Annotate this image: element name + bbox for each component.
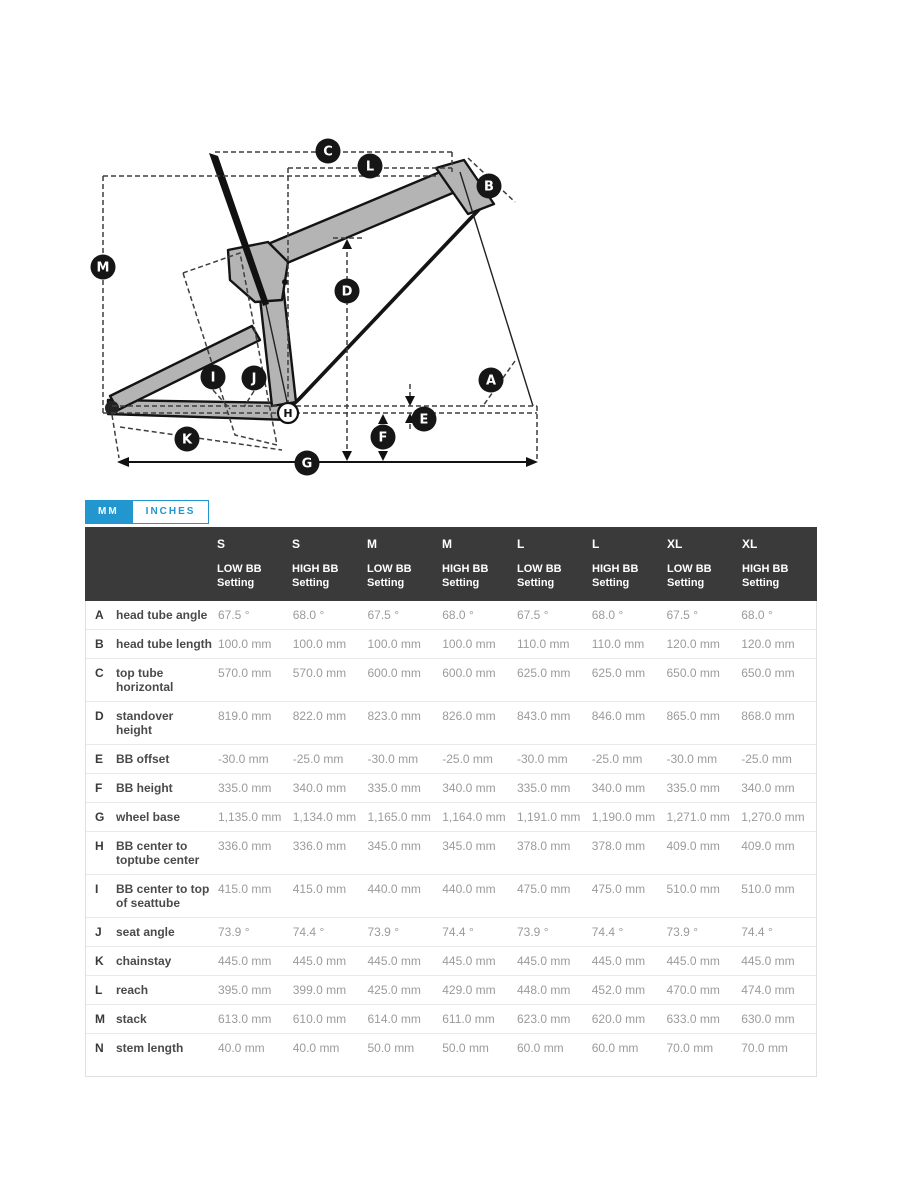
row-value-4: 445.0 mm bbox=[517, 954, 571, 968]
row-letter: B bbox=[95, 637, 104, 651]
row-value-0: 570.0 mm bbox=[218, 666, 272, 680]
row-value-7: 340.0 mm bbox=[741, 781, 795, 795]
marker-j-letter: J bbox=[251, 371, 257, 387]
row-value-5: 110.0 mm bbox=[591, 637, 645, 651]
column-size-label: L bbox=[592, 537, 600, 551]
row-value-7: 510.0 mm bbox=[741, 882, 795, 896]
row-value-2: 100.0 mm bbox=[367, 637, 421, 651]
row-value-6: 650.0 mm bbox=[666, 666, 720, 680]
column-header-1 bbox=[292, 537, 367, 590]
row-value-0: 100.0 mm bbox=[218, 637, 272, 651]
setting-line-2: Setting bbox=[592, 577, 630, 589]
row-value-4: 448.0 mm bbox=[517, 983, 571, 997]
row-value-5: 340.0 mm bbox=[591, 781, 646, 795]
row-value-2: 614.0 mm bbox=[367, 1012, 421, 1026]
row-value-0: 613.0 mm bbox=[218, 1012, 272, 1026]
bike-frame bbox=[105, 153, 533, 420]
row-value-3: 100.0 mm bbox=[442, 637, 496, 651]
column-setting-label bbox=[517, 562, 592, 590]
setting-line-2: Setting bbox=[517, 577, 555, 589]
row-value-3: 74.4 ° bbox=[442, 925, 474, 939]
pivot-dot bbox=[282, 279, 288, 285]
row-value-2: 345.0 mm bbox=[367, 839, 421, 853]
geometry-table bbox=[85, 527, 817, 1077]
line-dropout-drop bbox=[112, 415, 119, 458]
row-value-1: 336.0 mm bbox=[292, 839, 347, 853]
row-value-0: 336.0 mm bbox=[218, 839, 272, 853]
column-size-label: XL bbox=[667, 537, 683, 551]
row-value-1: 100.0 mm bbox=[292, 637, 347, 651]
row-value-1: 570.0 mm bbox=[292, 666, 347, 680]
row-value-1: -25.0 mm bbox=[292, 752, 344, 766]
row-value-4: 625.0 mm bbox=[517, 666, 571, 680]
row-letter: J bbox=[95, 925, 102, 939]
marker-m-letter: M bbox=[96, 260, 110, 276]
marker-k bbox=[175, 427, 200, 452]
row-value-7: 868.0 mm bbox=[741, 709, 795, 723]
column-size-label: S bbox=[217, 537, 226, 551]
row-value-3: 826.0 mm bbox=[442, 709, 496, 723]
row-value-0: 445.0 mm bbox=[218, 954, 272, 968]
geometry-body bbox=[85, 601, 817, 1077]
row-value-2: 73.9 ° bbox=[367, 925, 399, 939]
row-value-5: 475.0 mm bbox=[591, 882, 646, 896]
bb-offset-arrow-down bbox=[405, 396, 415, 406]
row-value-2: 425.0 mm bbox=[367, 983, 421, 997]
marker-h-letter: H bbox=[283, 407, 293, 420]
row-label: head tube angle bbox=[116, 608, 208, 622]
row-value-3: 340.0 mm bbox=[442, 781, 496, 795]
row-value-4: 73.9 ° bbox=[517, 925, 549, 939]
column-setting-label bbox=[742, 562, 817, 590]
setting-line-2: Setting bbox=[442, 577, 480, 589]
row-value-5: 378.0 mm bbox=[591, 839, 646, 853]
column-size-label: XL bbox=[742, 537, 758, 551]
row-value-4: 67.5 ° bbox=[517, 608, 549, 622]
setting-line-1: HIGH BB bbox=[742, 563, 789, 575]
row-value-0: 819.0 mm bbox=[218, 709, 272, 723]
row-label: standover height bbox=[116, 709, 174, 737]
row-value-0: 335.0 mm bbox=[218, 781, 272, 795]
row-value-5: 68.0 ° bbox=[591, 608, 624, 622]
row-value-1: 610.0 mm bbox=[292, 1012, 347, 1026]
marker-c-letter: C bbox=[323, 144, 333, 160]
table-row-n bbox=[86, 1034, 816, 1062]
marker-a bbox=[479, 368, 504, 393]
column-setting-label bbox=[292, 562, 367, 590]
row-value-6: 445.0 mm bbox=[666, 954, 720, 968]
column-setting-label bbox=[217, 562, 292, 590]
column-header-2 bbox=[367, 537, 442, 590]
table-row-c bbox=[86, 659, 816, 702]
marker-d bbox=[335, 279, 360, 304]
row-label: BB center to top of seattube bbox=[116, 882, 210, 910]
marker-f bbox=[371, 425, 396, 450]
column-size-label: M bbox=[442, 537, 452, 551]
row-label: head tube length bbox=[116, 637, 212, 651]
row-value-3: 440.0 mm bbox=[442, 882, 496, 896]
row-value-6: 120.0 mm bbox=[666, 637, 720, 651]
row-value-2: -30.0 mm bbox=[367, 752, 419, 766]
row-value-4: 623.0 mm bbox=[517, 1012, 571, 1026]
row-value-0: 40.0 mm bbox=[218, 1041, 265, 1055]
table-row-e bbox=[86, 745, 816, 774]
row-value-1: 340.0 mm bbox=[292, 781, 347, 795]
row-value-5: 846.0 mm bbox=[591, 709, 646, 723]
column-header-3 bbox=[442, 537, 517, 590]
column-setting-label bbox=[367, 562, 442, 590]
column-size-label: M bbox=[367, 537, 377, 551]
row-value-2: 445.0 mm bbox=[367, 954, 421, 968]
chainstay-tube bbox=[108, 400, 293, 420]
marker-m bbox=[91, 255, 116, 280]
marker-i bbox=[201, 365, 226, 390]
row-value-4: 60.0 mm bbox=[517, 1041, 564, 1055]
column-header-0 bbox=[217, 537, 292, 590]
standover-arrow-up bbox=[342, 239, 352, 249]
table-row-g bbox=[86, 803, 816, 832]
setting-line-1: HIGH BB bbox=[292, 563, 339, 575]
row-value-2: 440.0 mm bbox=[367, 882, 421, 896]
row-value-3: 1,164.0 mm bbox=[442, 810, 506, 824]
row-value-7: 1,270.0 mm bbox=[741, 810, 805, 824]
marker-a-letter: A bbox=[485, 373, 497, 389]
wheelbase-arrow-right bbox=[526, 457, 538, 467]
row-letter: G bbox=[95, 810, 105, 824]
row-value-0: 415.0 mm bbox=[218, 882, 272, 896]
tab-inches[interactable]: INCHES bbox=[132, 500, 210, 524]
header-spacer-letter bbox=[85, 537, 115, 590]
row-value-7: 474.0 mm bbox=[741, 983, 795, 997]
table-row-h bbox=[86, 832, 816, 875]
row-letter: F bbox=[95, 781, 103, 795]
row-value-6: 865.0 mm bbox=[666, 709, 720, 723]
row-value-6: 70.0 mm bbox=[666, 1041, 714, 1055]
row-letter: H bbox=[95, 839, 104, 853]
marker-f-letter: F bbox=[378, 430, 388, 446]
row-value-6: 73.9 ° bbox=[666, 925, 698, 939]
setting-line-2: Setting bbox=[667, 577, 705, 589]
row-value-7: -25.0 mm bbox=[741, 752, 792, 766]
row-value-3: 600.0 mm bbox=[442, 666, 496, 680]
row-letter: D bbox=[95, 709, 104, 723]
row-value-2: 600.0 mm bbox=[367, 666, 421, 680]
marker-j bbox=[242, 366, 267, 391]
marker-g-letter: G bbox=[301, 456, 313, 472]
header-spacer-label bbox=[115, 537, 217, 590]
line-chainstay bbox=[120, 427, 282, 450]
row-value-4: -30.0 mm bbox=[517, 752, 568, 766]
row-value-2: 67.5 ° bbox=[367, 608, 399, 622]
row-value-7: 630.0 mm bbox=[741, 1012, 795, 1026]
table-row-i bbox=[86, 875, 816, 918]
row-letter: C bbox=[95, 666, 104, 680]
marker-h bbox=[278, 403, 298, 423]
setting-line-1: HIGH BB bbox=[592, 563, 639, 575]
row-value-2: 823.0 mm bbox=[367, 709, 421, 723]
geometry-header bbox=[85, 527, 817, 601]
row-value-0: 67.5 ° bbox=[218, 608, 250, 622]
marker-k-letter: K bbox=[181, 432, 193, 448]
row-label: BB height bbox=[116, 781, 173, 795]
table-row-f bbox=[86, 774, 816, 803]
row-label: BB center to toptube center bbox=[116, 839, 200, 867]
row-value-1: 445.0 mm bbox=[292, 954, 347, 968]
row-value-0: 395.0 mm bbox=[218, 983, 272, 997]
top-tube bbox=[268, 172, 455, 266]
setting-line-2: Setting bbox=[367, 577, 405, 589]
unit-tabs bbox=[85, 500, 209, 524]
setting-line-1: HIGH BB bbox=[442, 563, 489, 575]
row-value-7: 74.4 ° bbox=[741, 925, 773, 939]
setting-line-2: Setting bbox=[217, 577, 255, 589]
row-value-0: 1,135.0 mm bbox=[218, 810, 282, 824]
row-value-0: 73.9 ° bbox=[218, 925, 250, 939]
seatstay-tube bbox=[110, 326, 260, 410]
row-value-6: 335.0 mm bbox=[666, 781, 720, 795]
row-label: top tube horizontal bbox=[116, 666, 174, 694]
column-header-7 bbox=[742, 537, 817, 590]
row-value-4: 378.0 mm bbox=[517, 839, 571, 853]
row-value-6: 67.5 ° bbox=[666, 608, 698, 622]
row-value-3: 611.0 mm bbox=[442, 1012, 495, 1026]
marker-g bbox=[295, 451, 320, 476]
row-label: stem length bbox=[116, 1041, 184, 1055]
marker-b bbox=[477, 174, 502, 199]
row-value-3: 68.0 ° bbox=[442, 608, 474, 622]
setting-line-1: LOW BB bbox=[217, 563, 262, 575]
row-value-1: 822.0 mm bbox=[292, 709, 347, 723]
row-letter: K bbox=[95, 954, 104, 968]
row-value-5: 74.4 ° bbox=[591, 925, 624, 939]
marker-l-letter: L bbox=[365, 159, 375, 175]
marker-d-letter: D bbox=[341, 284, 353, 300]
row-value-5: 445.0 mm bbox=[591, 954, 646, 968]
row-value-2: 50.0 mm bbox=[367, 1041, 415, 1055]
row-value-7: 120.0 mm bbox=[741, 637, 795, 651]
bike-geometry-diagram bbox=[85, 128, 555, 483]
row-value-6: 510.0 mm bbox=[666, 882, 720, 896]
row-value-1: 74.4 ° bbox=[292, 925, 325, 939]
row-label: reach bbox=[116, 983, 149, 997]
geometry-diagram-svg bbox=[85, 128, 555, 483]
table-row-a bbox=[86, 601, 816, 630]
bb-height-arrow-up bbox=[378, 414, 388, 424]
row-value-1: 415.0 mm bbox=[292, 882, 347, 896]
row-value-7: 409.0 mm bbox=[741, 839, 795, 853]
table-row-b bbox=[86, 630, 816, 659]
wheelbase-arrow-left bbox=[117, 457, 129, 467]
row-value-5: 60.0 mm bbox=[591, 1041, 639, 1055]
setting-line-2: Setting bbox=[742, 577, 780, 589]
table-row-d bbox=[86, 702, 816, 745]
table-row-l bbox=[86, 976, 816, 1005]
row-value-7: 68.0 ° bbox=[741, 608, 773, 622]
marker-e-letter: E bbox=[419, 412, 429, 428]
standover-arrow-down bbox=[342, 451, 352, 461]
column-header-6 bbox=[667, 537, 742, 590]
column-header-5 bbox=[592, 537, 667, 590]
row-value-5: 620.0 mm bbox=[591, 1012, 646, 1026]
row-letter: M bbox=[95, 1012, 105, 1026]
marker-l bbox=[358, 154, 383, 179]
row-value-4: 843.0 mm bbox=[517, 709, 571, 723]
column-setting-label bbox=[667, 562, 742, 590]
row-value-6: 633.0 mm bbox=[666, 1012, 720, 1026]
row-value-5: 625.0 mm bbox=[591, 666, 646, 680]
row-value-1: 40.0 mm bbox=[292, 1041, 340, 1055]
row-value-2: 1,165.0 mm bbox=[367, 810, 431, 824]
bb-height-arrow-down bbox=[378, 451, 388, 461]
row-value-6: 409.0 mm bbox=[666, 839, 720, 853]
column-setting-label bbox=[442, 562, 517, 590]
row-value-5: 1,190.0 mm bbox=[591, 810, 656, 824]
row-value-7: 445.0 mm bbox=[741, 954, 795, 968]
row-letter: I bbox=[95, 882, 99, 896]
row-value-0: -30.0 mm bbox=[218, 752, 269, 766]
row-value-5: -25.0 mm bbox=[591, 752, 643, 766]
table-row-k bbox=[86, 947, 816, 976]
marker-e bbox=[412, 407, 437, 432]
setting-line-1: LOW BB bbox=[667, 563, 712, 575]
row-label: seat angle bbox=[116, 925, 175, 939]
marker-i-letter: I bbox=[210, 370, 216, 386]
column-size-label: S bbox=[292, 537, 301, 551]
row-value-5: 452.0 mm bbox=[591, 983, 646, 997]
row-value-3: -25.0 mm bbox=[442, 752, 493, 766]
table-row-j bbox=[86, 918, 816, 947]
row-value-4: 1,191.0 mm bbox=[517, 810, 581, 824]
row-letter: L bbox=[95, 983, 103, 997]
column-setting-label bbox=[592, 562, 667, 590]
marker-b-letter: B bbox=[484, 179, 494, 195]
row-label: chainstay bbox=[116, 954, 172, 968]
row-letter: A bbox=[95, 608, 104, 622]
marker-c bbox=[316, 139, 341, 164]
row-label: wheel base bbox=[116, 810, 181, 824]
row-value-6: 1,271.0 mm bbox=[666, 810, 730, 824]
row-value-1: 1,134.0 mm bbox=[292, 810, 357, 824]
column-size-label: L bbox=[517, 537, 525, 551]
setting-line-1: LOW BB bbox=[517, 563, 562, 575]
row-value-3: 345.0 mm bbox=[442, 839, 496, 853]
row-value-4: 475.0 mm bbox=[517, 882, 571, 896]
row-value-3: 429.0 mm bbox=[442, 983, 496, 997]
row-value-6: -30.0 mm bbox=[666, 752, 718, 766]
column-header-4 bbox=[517, 537, 592, 590]
row-letter: E bbox=[95, 752, 104, 766]
tab-mm[interactable]: MM bbox=[85, 500, 132, 524]
row-value-3: 445.0 mm bbox=[442, 954, 496, 968]
row-value-6: 470.0 mm bbox=[666, 983, 720, 997]
setting-line-2: Setting bbox=[292, 577, 330, 589]
row-value-4: 110.0 mm bbox=[517, 637, 570, 651]
row-label: stack bbox=[116, 1012, 147, 1026]
row-value-1: 68.0 ° bbox=[292, 608, 325, 622]
row-value-2: 335.0 mm bbox=[367, 781, 421, 795]
row-letter: N bbox=[95, 1041, 104, 1055]
row-value-4: 335.0 mm bbox=[517, 781, 571, 795]
setting-line-1: LOW BB bbox=[367, 563, 412, 575]
row-value-3: 50.0 mm bbox=[442, 1041, 489, 1055]
table-row-m bbox=[86, 1005, 816, 1034]
row-label: BB offset bbox=[116, 752, 170, 766]
row-value-7: 70.0 mm bbox=[741, 1041, 788, 1055]
row-value-7: 650.0 mm bbox=[741, 666, 795, 680]
row-value-1: 399.0 mm bbox=[292, 983, 347, 997]
